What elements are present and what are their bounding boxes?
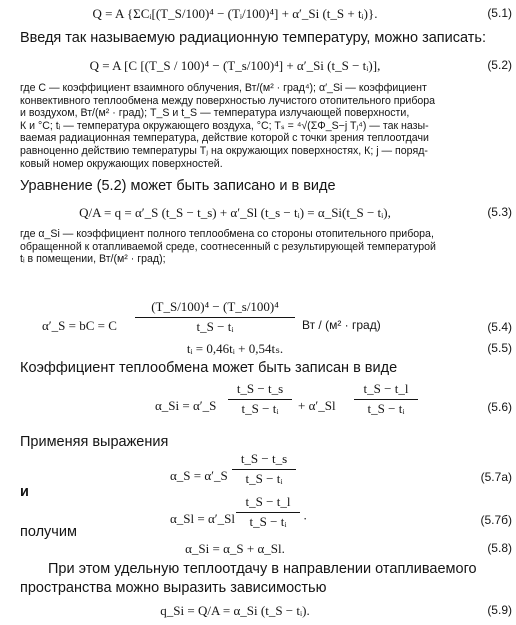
equation-5-7b-denominator: t_S − tᵢ [249,514,287,529]
equation-5-8-formula: α_Si = α_S + α_Sl. [185,541,285,556]
equation-5-7a-numerator: t_S − t_s [240,451,288,466]
equation-5-7a-denominator: t_S − tᵢ [245,471,283,486]
equation-5-6-plus: + α′_Sl [298,398,336,413]
paragraph-line: К и °C; tᵢ — температура окружающего воздуха, °C; Tₛ = ⁴√(ΣΦ_S−j Tⱼ⁴) — так назы- [20,119,429,132]
equation-5-3-number: (5.3) [487,205,512,219]
equation-5-6-lhs: α_Si = α′_S [155,398,217,413]
paragraph-line: конвективного теплообмена между поверхностью лучистого отопительного прибора [20,94,436,107]
paragraph-line: ваемая радиационная температура, действие которой с точки зрения теплоотдачи [20,132,429,145]
equation-5-1 [0,6,516,28]
equation-5-6-fraction-1 [228,381,292,423]
equation-5-5-formula: tᵢ = 0,46tᵢ + 0,54tₛ. [186,341,284,356]
equation-5-4-unit: Вт / (м² · град) [302,318,381,332]
alpha-si-paragraph [20,228,510,266]
fraction-bar [228,399,292,400]
equation-5-4-fraction [135,299,295,341]
equation-5-2-number: (5.2) [487,58,512,72]
paragraph-line: tᵢ в помещении, Вт/(м² · град); [20,253,166,266]
equation-5-4-number: (5.4) [487,320,512,334]
final-line-1: При этом удельную теплоотдачу в направлении отапливаемого [48,561,477,577]
paragraph-line: где C — коэффициент взаимного облучения, Вт/(м² · град⁴); α′_Si — коэффициент [20,82,427,94]
fraction-bar [232,469,296,470]
equation-5-7a-lhs: α_S = α′_S [170,468,228,483]
equation-5-7b-number: (5.7б) [480,513,512,527]
fraction-bar [135,317,295,318]
equation-5-3-formula: Q/A = q = α′_S (t_S − t_s) + α′_Sl (t_s − tᵢ) = α_Si(t_S − tᵢ), [79,205,391,220]
equation-5-7b-lhs: α_Sl = α′_Sl [170,511,235,526]
paragraph-line: ковый номер окружающих поверхностей. [20,157,223,170]
equation-5-6-denominator-1: t_S − tᵢ [241,401,279,416]
fraction-bar [236,512,300,513]
equation-5-1-number: (5.1) [487,6,512,20]
equation-5-3 [0,205,516,227]
equation-5-7a-number: (5.7а) [480,470,512,484]
equation-5-1-formula: Q = A {ΣCᵢ[(T_S/100)⁴ − (Tᵢ/100)⁴] + α′_Si (t_S + tᵢ)}. [92,6,378,21]
definitions-paragraph [20,82,510,170]
equation-5-9-number: (5.9) [487,603,512,617]
equation-5-6-number: (5.6) [487,400,512,414]
conj-i: и [20,484,29,500]
equation-5-6-numerator-2: t_S − t_l [363,381,409,396]
equation-5-2-formula: Q = A [C [(T_S / 100)⁴ − (T_s/100)⁴] + α′_Si (t_S − tᵢ)], [89,58,381,73]
primenyaya-line: Применяя выражения [20,434,169,450]
equation-5-2 [0,58,516,80]
equation-5-4-denominator: t_S − tᵢ [196,319,234,334]
equation-5-6-numerator-1: t_S − t_s [236,381,284,396]
koef-line: Коэффициент теплообмена может быть записан в виде [20,360,398,376]
equation-5-8-number: (5.8) [487,541,512,555]
equation-5-9 [0,603,516,625]
final-line-2: пространства можно выразить зависимостью [20,580,327,596]
equation-5-7b-tail: · [303,511,308,526]
equation-5-8 [0,541,516,563]
uravnenie-line: Уравнение (5.2) может быть записано и в виде [20,178,336,194]
paragraph-line: и воздухом, Вт/(м² · град); T_S и t_S — температура излучающей поверхности, [20,107,410,120]
equation-5-5-number: (5.5) [487,341,512,355]
paragraph-line: равноценно действию температуры Tⱼ на окружающих поверхностях, К; j — поряд- [20,144,428,157]
equation-5-4-numerator: (T_S/100)⁴ − (T_s/100)⁴ [151,299,279,314]
paragraph-line: где α_Si — коэффициент полного теплообмена со стороны отопительного прибора, [20,228,434,240]
equation-5-9-formula: q_Si = Q/A = α_Si (t_S − tᵢ). [160,603,310,618]
intro-line: Введя так называемую радиационную температуру, можно записать: [20,30,486,46]
fraction-bar [354,399,418,400]
equation-5-6-denominator-2: t_S − tᵢ [367,401,405,416]
equation-5-7b-numerator: t_S − t_l [245,494,291,509]
equation-5-4-lhs: α′_S = bC = C [42,318,117,333]
paragraph-line: обращенной к отапливаемой среде, соотнесенный с результирующей температурой [20,240,436,253]
poluchim-line: получим [20,524,77,540]
equation-5-6-fraction-2 [354,381,418,423]
